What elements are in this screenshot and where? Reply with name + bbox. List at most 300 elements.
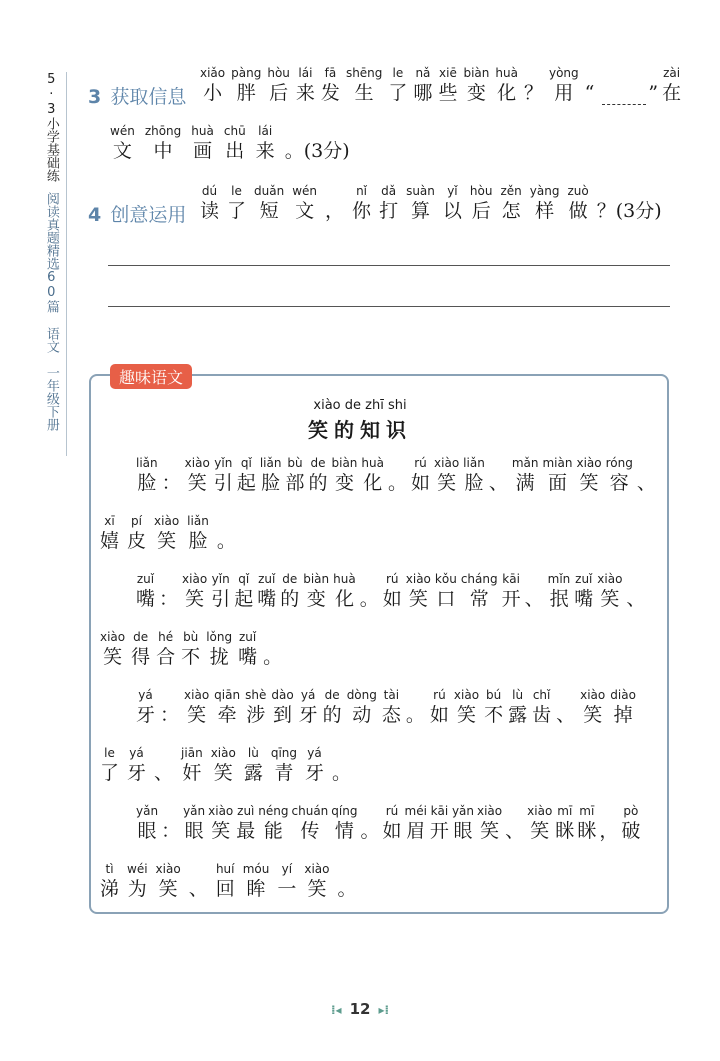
pinyin-char bbox=[100, 514, 119, 553]
hanzi: 一 bbox=[277, 878, 297, 900]
hanzi: 涉 bbox=[246, 704, 266, 726]
pinyin-char bbox=[200, 66, 225, 105]
hanzi: 脸 bbox=[137, 472, 157, 494]
paragraph-line bbox=[136, 456, 660, 495]
question-4-header bbox=[88, 200, 186, 227]
hanzi: 最 bbox=[236, 820, 256, 842]
hanzi: 、 bbox=[636, 472, 656, 494]
pinyin-char bbox=[136, 456, 158, 495]
pinyin-char bbox=[321, 66, 340, 105]
hanzi: 皮 bbox=[127, 530, 147, 552]
pinyin-char bbox=[110, 124, 135, 163]
pinyin: nǐ bbox=[356, 184, 368, 198]
pinyin-char bbox=[406, 688, 425, 727]
pinyin-char bbox=[331, 804, 357, 843]
pinyin: dǎ bbox=[381, 184, 397, 198]
pinyin-char bbox=[352, 184, 371, 223]
pinyin-char bbox=[257, 572, 276, 611]
pinyin: xiào bbox=[580, 688, 606, 702]
hanzi: 。 bbox=[216, 530, 236, 552]
hanzi: 做 bbox=[568, 200, 588, 222]
pinyin-char bbox=[217, 514, 236, 553]
hanzi: 如 bbox=[411, 472, 431, 494]
pinyin-char bbox=[271, 688, 293, 727]
pinyin-char bbox=[100, 746, 119, 785]
hanzi: 。 bbox=[332, 762, 352, 784]
hanzi: 了 bbox=[100, 762, 120, 784]
pinyin: xiào bbox=[155, 862, 181, 876]
hanzi: 如 bbox=[382, 588, 402, 610]
hanzi: 起 bbox=[236, 472, 256, 494]
pinyin-char bbox=[430, 804, 449, 843]
pinyin: chǐ bbox=[532, 688, 551, 702]
hanzi: ， bbox=[599, 820, 619, 842]
pinyin-char bbox=[308, 456, 327, 495]
hanzi: 笑 bbox=[211, 820, 231, 842]
pinyin: zuǐ bbox=[136, 572, 155, 586]
pinyin: xiào bbox=[208, 804, 234, 818]
pinyin-char bbox=[260, 456, 282, 495]
pinyin-char bbox=[361, 456, 384, 495]
pinyin: le bbox=[104, 746, 115, 760]
pinyin: yǎn bbox=[451, 804, 474, 818]
hanzi: 。 bbox=[405, 704, 425, 726]
pinyin-char bbox=[280, 572, 299, 611]
pinyin-char bbox=[332, 746, 351, 785]
hanzi: 些 bbox=[438, 82, 458, 104]
pinyin: rú bbox=[414, 456, 427, 470]
hanzi: 牵 bbox=[217, 704, 237, 726]
pinyin-char bbox=[454, 688, 479, 727]
hanzi: 嘴 bbox=[574, 588, 594, 610]
pinyin-char bbox=[505, 804, 524, 843]
hanzi: 读 bbox=[200, 200, 220, 222]
pinyin: pàng bbox=[231, 66, 262, 80]
hanzi: 为 bbox=[127, 878, 147, 900]
pinyin-char bbox=[183, 804, 205, 843]
hanzi: ？(3分) bbox=[596, 200, 662, 222]
hanzi: 。(3分) bbox=[284, 140, 350, 162]
hanzi: 涕 bbox=[100, 878, 120, 900]
hanzi: ： bbox=[160, 704, 180, 726]
hanzi: 笑 bbox=[600, 588, 620, 610]
pinyin-char bbox=[263, 630, 282, 669]
pinyin: tài bbox=[383, 688, 400, 702]
pinyin-char bbox=[258, 804, 288, 843]
hanzi: 变 bbox=[334, 472, 354, 494]
pinyin-char bbox=[411, 456, 430, 495]
pinyin-char bbox=[236, 804, 255, 843]
hanzi: 如 bbox=[382, 820, 402, 842]
pinyin-char bbox=[597, 572, 622, 611]
pinyin-char bbox=[136, 688, 155, 727]
pinyin-char bbox=[182, 572, 207, 611]
pinyin: xiào bbox=[597, 572, 623, 586]
hanzi: 算 bbox=[410, 200, 430, 222]
hanzi: 笑 bbox=[437, 472, 457, 494]
pinyin-char bbox=[637, 456, 656, 495]
pinyin: wéi bbox=[127, 862, 148, 876]
pinyin: liǎn bbox=[136, 456, 158, 470]
hanzi: 化 bbox=[497, 82, 517, 104]
pinyin-char bbox=[256, 124, 275, 163]
pinyin-char bbox=[435, 572, 457, 611]
hanzi: 抿 bbox=[549, 588, 569, 610]
page-number bbox=[0, 1000, 720, 1018]
question-3-line-1 bbox=[200, 66, 685, 105]
hanzi: ？ bbox=[523, 82, 543, 104]
answer-line[interactable] bbox=[108, 265, 670, 266]
pinyin: huí bbox=[215, 862, 235, 876]
pinyin: biàn bbox=[331, 456, 358, 470]
pinyin-char bbox=[200, 184, 219, 223]
pinyin-char bbox=[325, 184, 344, 223]
question-number: 3 bbox=[88, 86, 102, 108]
hanzi: 变 bbox=[466, 82, 486, 104]
pinyin-char bbox=[285, 124, 350, 163]
pinyin: pí bbox=[131, 514, 142, 528]
hanzi: 出 bbox=[225, 140, 245, 162]
hanzi: 满 bbox=[515, 472, 535, 494]
pinyin-char bbox=[508, 688, 527, 727]
pinyin: zuì bbox=[237, 804, 255, 818]
pinyin: xiào bbox=[405, 572, 431, 586]
pinyin-char bbox=[244, 746, 263, 785]
pinyin-char bbox=[662, 66, 681, 105]
pinyin: de bbox=[133, 630, 149, 644]
hanzi: 牙 bbox=[136, 704, 156, 726]
hanzi: 文 bbox=[295, 200, 315, 222]
pinyin-char bbox=[234, 572, 253, 611]
pinyin-char bbox=[512, 456, 539, 495]
hanzi: 口 bbox=[436, 588, 456, 610]
pinyin: xiǎo bbox=[200, 66, 226, 80]
hanzi: 态 bbox=[381, 704, 401, 726]
hanzi: 小 bbox=[203, 82, 223, 104]
pinyin: hòu bbox=[267, 66, 290, 80]
pinyin: mǐn bbox=[547, 572, 571, 586]
pinyin-char bbox=[648, 66, 658, 105]
pinyin-char bbox=[574, 572, 593, 611]
pinyin-char bbox=[267, 66, 290, 105]
pinyin-char bbox=[555, 804, 574, 843]
pinyin-char bbox=[271, 746, 297, 785]
pinyin: kāi bbox=[502, 572, 520, 586]
hanzi: 样 bbox=[535, 200, 555, 222]
pinyin: wén bbox=[110, 124, 135, 138]
pinyin-char bbox=[489, 456, 508, 495]
hanzi: 脸 bbox=[261, 472, 281, 494]
pinyin: qīng bbox=[270, 746, 298, 760]
pinyin: yá bbox=[307, 746, 322, 760]
pinyin-char bbox=[323, 688, 342, 727]
pinyin: xiào bbox=[453, 688, 480, 702]
pinyin: dòng bbox=[346, 688, 377, 702]
pinyin-char bbox=[463, 66, 489, 105]
hanzi: 眉 bbox=[406, 820, 426, 842]
pinyin-char bbox=[405, 804, 427, 843]
pinyin-char bbox=[299, 688, 318, 727]
hanzi: 笑 bbox=[157, 530, 177, 552]
pinyin-char bbox=[576, 456, 601, 495]
pinyin-char bbox=[206, 630, 232, 669]
pinyin-char bbox=[136, 572, 155, 611]
pinyin: zěn bbox=[500, 184, 522, 198]
hanzi: 动 bbox=[352, 704, 372, 726]
pinyin: liǎn bbox=[463, 456, 485, 470]
pinyin-char bbox=[360, 804, 379, 843]
pinyin-char bbox=[227, 184, 246, 223]
pinyin-char bbox=[277, 862, 296, 901]
pinyin: rú bbox=[433, 688, 446, 702]
wavy-line-blank bbox=[602, 86, 646, 105]
pinyin: liǎn bbox=[187, 514, 209, 528]
pinyin-char bbox=[161, 804, 180, 843]
hanzi: 能 bbox=[263, 820, 283, 842]
hanzi: 面 bbox=[547, 472, 567, 494]
hanzi: 后 bbox=[471, 200, 491, 222]
pinyin-char bbox=[191, 124, 214, 163]
hanzi: 你 bbox=[352, 200, 372, 222]
pinyin-char bbox=[452, 804, 474, 843]
pinyin: xiào bbox=[210, 746, 236, 760]
hanzi: 引 bbox=[213, 472, 233, 494]
pinyin: dào bbox=[271, 688, 294, 702]
hanzi: 文 bbox=[112, 140, 132, 162]
hanzi: 如 bbox=[429, 704, 449, 726]
hanzi: 回 bbox=[215, 878, 235, 900]
pinyin: xī bbox=[104, 514, 115, 528]
hanzi: 掉 bbox=[613, 704, 633, 726]
hanzi: 、 bbox=[524, 588, 544, 610]
pinyin-char bbox=[231, 66, 261, 105]
pinyin-char bbox=[304, 862, 329, 901]
pinyin: xiào bbox=[100, 630, 126, 644]
hanzi: 露 bbox=[243, 762, 263, 784]
pinyin-char bbox=[626, 572, 645, 611]
pinyin: fā bbox=[324, 66, 337, 80]
pinyin: zuǐ bbox=[258, 572, 276, 586]
hanzi: 笑 bbox=[187, 472, 207, 494]
hanzi: 开 bbox=[501, 588, 521, 610]
pinyin: de bbox=[324, 688, 340, 702]
pinyin-char bbox=[430, 688, 449, 727]
hanzi: 用 bbox=[554, 82, 574, 104]
pinyin: yòng bbox=[548, 66, 579, 80]
hanzi: 的 bbox=[280, 588, 300, 610]
hanzi: 怎 bbox=[501, 200, 521, 222]
hanzi: 合 bbox=[156, 646, 176, 668]
paragraph-line bbox=[136, 804, 643, 843]
question-tag: 获取信息 bbox=[110, 86, 187, 108]
pinyin-char bbox=[208, 804, 233, 843]
pinyin: xiào bbox=[434, 456, 460, 470]
hanzi: 在 bbox=[662, 82, 682, 104]
paragraph-line bbox=[100, 862, 365, 901]
hanzi: 嘴 bbox=[257, 588, 277, 610]
pinyin: duǎn bbox=[254, 184, 285, 198]
pinyin: yǐn bbox=[214, 456, 233, 470]
hanzi: 嘴 bbox=[136, 588, 156, 610]
pinyin: suàn bbox=[406, 184, 435, 198]
hanzi: 笑 bbox=[158, 878, 178, 900]
pinyin-char bbox=[127, 862, 148, 901]
hanzi: 笑 bbox=[185, 588, 205, 610]
grade-name: 一年级下册 bbox=[43, 366, 59, 432]
hanzi: 笑 bbox=[307, 878, 327, 900]
hanzi: 笑 bbox=[579, 472, 599, 494]
pinyin-char bbox=[160, 688, 179, 727]
pinyin-char bbox=[303, 572, 329, 611]
hanzi: 化 bbox=[334, 588, 354, 610]
pinyin-char bbox=[542, 456, 572, 495]
hanzi: 笑 bbox=[187, 704, 207, 726]
pinyin-char bbox=[524, 66, 543, 105]
pinyin-char bbox=[346, 66, 382, 105]
pinyin-char bbox=[477, 804, 502, 843]
question-4-line-1 bbox=[200, 184, 670, 223]
pinyin: mī bbox=[579, 804, 595, 818]
pinyin: biàn bbox=[303, 572, 330, 586]
pinyin-char bbox=[131, 630, 150, 669]
pinyin-char bbox=[338, 862, 357, 901]
paragraph-line bbox=[100, 514, 244, 553]
pinyin: huà bbox=[361, 456, 384, 470]
hanzi: 、 bbox=[488, 472, 508, 494]
hanzi: 齿 bbox=[532, 704, 552, 726]
hanzi: 牙 bbox=[298, 704, 318, 726]
pinyin: kǒu bbox=[434, 572, 457, 586]
pinyin: xiào bbox=[527, 804, 553, 818]
hanzi: 牙 bbox=[127, 762, 147, 784]
pinyin-char bbox=[379, 184, 398, 223]
pinyin-char bbox=[434, 456, 459, 495]
pinyin-char bbox=[597, 184, 662, 223]
question-3-header bbox=[88, 82, 186, 109]
pinyin: mī bbox=[557, 804, 573, 818]
pinyin-char bbox=[527, 804, 552, 843]
pinyin-char bbox=[189, 862, 208, 901]
pinyin-char bbox=[254, 184, 284, 223]
question-tag: 创意运用 bbox=[110, 204, 187, 226]
pinyin: miàn bbox=[542, 456, 573, 470]
pinyin: le bbox=[231, 184, 242, 198]
pinyin: huà bbox=[191, 124, 214, 138]
pinyin-char bbox=[606, 456, 633, 495]
pinyin-char bbox=[549, 66, 579, 105]
pinyin: méi bbox=[404, 804, 427, 818]
hanzi: 以 bbox=[442, 200, 462, 222]
pinyin-char bbox=[413, 66, 432, 105]
pinyin-char bbox=[305, 746, 324, 785]
hanzi: 了 bbox=[388, 82, 408, 104]
hanzi: 、 bbox=[626, 588, 646, 610]
pinyin-char bbox=[214, 688, 240, 727]
hanzi: 青 bbox=[274, 762, 294, 784]
pinyin-char bbox=[484, 688, 503, 727]
book-name: 阅读真题精选60篇 bbox=[43, 191, 59, 313]
pinyin: róng bbox=[605, 456, 633, 470]
hanzi: 得 bbox=[131, 646, 151, 668]
hanzi: 起 bbox=[234, 588, 254, 610]
hanzi: ： bbox=[161, 472, 181, 494]
hanzi: 眯 bbox=[577, 820, 597, 842]
pinyin-char bbox=[530, 184, 560, 223]
answer-line[interactable] bbox=[108, 306, 670, 307]
hanzi: 变 bbox=[306, 588, 326, 610]
pinyin-char bbox=[502, 572, 521, 611]
box-title-pinyin: xiào de zhī shi bbox=[313, 398, 407, 413]
hanzi: 生 bbox=[354, 82, 374, 104]
hanzi: 脸 bbox=[464, 472, 484, 494]
pinyin: xiào bbox=[304, 862, 330, 876]
pinyin-char bbox=[100, 630, 125, 669]
pinyin: wén bbox=[292, 184, 318, 198]
hanzi: 情 bbox=[334, 820, 354, 842]
box-title: 笑的知识 bbox=[308, 418, 412, 442]
hanzi: 、 bbox=[188, 878, 208, 900]
pinyin: lái bbox=[298, 66, 313, 80]
hanzi: 。 bbox=[359, 588, 379, 610]
pinyin: liǎn bbox=[259, 456, 282, 470]
pinyin-char bbox=[470, 184, 493, 223]
pinyin-char bbox=[556, 688, 575, 727]
hanzi: 奸 bbox=[182, 762, 202, 784]
pinyin-char bbox=[156, 630, 175, 669]
pinyin-char bbox=[100, 862, 119, 901]
hanzi: 发 bbox=[320, 82, 340, 104]
pinyin-char bbox=[154, 746, 173, 785]
hanzi: 常 bbox=[469, 588, 489, 610]
hanzi: 短 bbox=[259, 200, 279, 222]
pinyin: hé bbox=[158, 630, 174, 644]
pinyin: hòu bbox=[469, 184, 493, 198]
pinyin: de bbox=[310, 456, 326, 470]
hanzi: 。 bbox=[263, 646, 283, 668]
series-name: 5·3小学基础练 bbox=[43, 72, 59, 182]
hanzi: 的 bbox=[308, 472, 328, 494]
hanzi: 笑 bbox=[103, 646, 123, 668]
pinyin: yǐ bbox=[447, 184, 458, 198]
pinyin: xiào bbox=[184, 688, 210, 702]
pinyin: chū bbox=[223, 124, 246, 138]
pinyin: xiào bbox=[182, 572, 208, 586]
hanzi: ， bbox=[325, 200, 345, 222]
pinyin: qǐ bbox=[240, 456, 252, 470]
question-number: 4 bbox=[88, 204, 102, 226]
hanzi: 中 bbox=[153, 140, 173, 162]
hanzi: 眼 bbox=[453, 820, 473, 842]
pinyin-char bbox=[383, 572, 402, 611]
hanzi: 笑 bbox=[583, 704, 603, 726]
pinyin: lái bbox=[258, 124, 273, 138]
hanzi: 嘴 bbox=[238, 646, 258, 668]
paragraph-line bbox=[136, 572, 649, 611]
fun-chinese-badge: 趣味语文 bbox=[110, 364, 192, 389]
pinyin: de bbox=[282, 572, 298, 586]
hanzi: 了 bbox=[227, 200, 247, 222]
pinyin-char bbox=[292, 804, 329, 843]
pinyin: nǎ bbox=[415, 66, 431, 80]
paragraph-line bbox=[100, 630, 288, 669]
pinyin: yá bbox=[138, 688, 153, 702]
pinyin-char bbox=[181, 630, 200, 669]
pinyin: pò bbox=[623, 804, 639, 818]
pinyin-char bbox=[585, 66, 595, 105]
pinyin: qiān bbox=[214, 688, 241, 702]
pinyin-char bbox=[443, 184, 462, 223]
pinyin-char bbox=[292, 184, 317, 223]
